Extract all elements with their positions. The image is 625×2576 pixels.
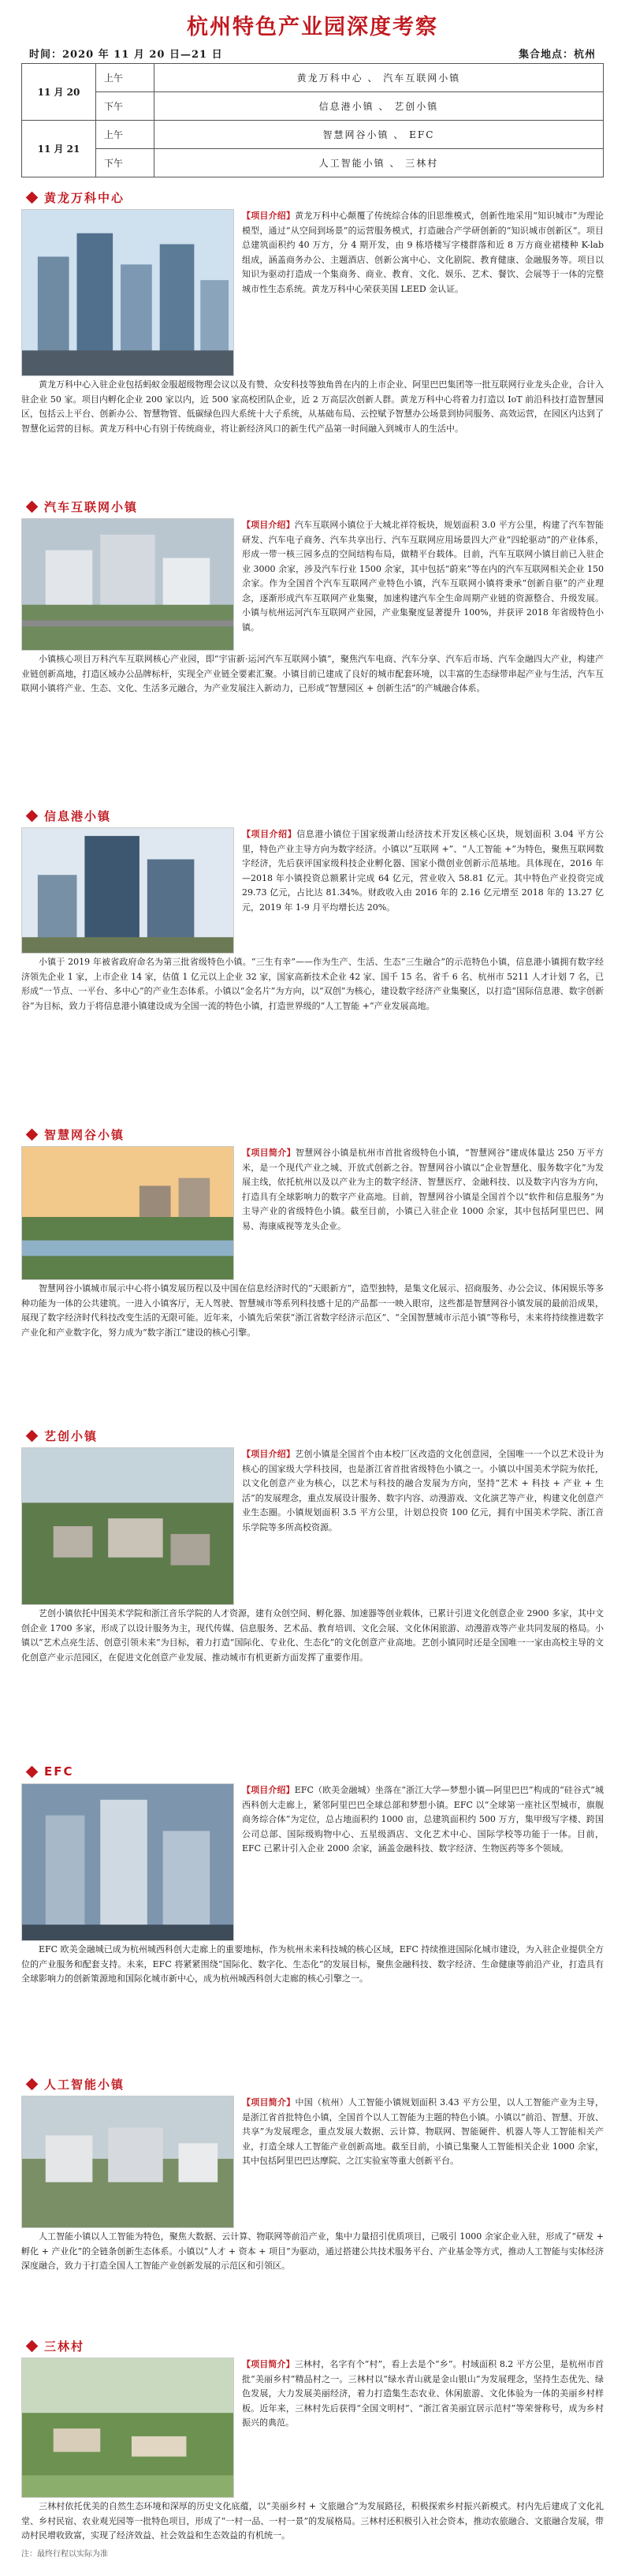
section-title: 汽车互联网小镇	[44, 499, 139, 514]
aerial-photo	[21, 2096, 234, 2228]
ai-campus-image	[22, 2096, 233, 2227]
section-paragraph: 智慧网谷小镇城市展示中心将小镇发展历程以及中国在信息经济时代的“天眼新方”，造型独特，是集文化展示、招商服务、办公会议、体闲娱乐等多种功能为一体的公共建筑。一进入小镇客厅，无人驾驶、智慧城市等系列科技感十足的产品都一一映入眼帘，这些都是智慧网谷小镇发展的最前沿成果，展现了数字经济时代科技改变生活的无限可能。近年来，小镇先后荣获“浙江省数字经济示范区”、“全国智慧城市示范小镇”等称号，未来将持续推进数字产业化和产业数字化，努力成为“数字浙江”建设的核心引擎。	[21, 1283, 604, 1338]
section-heading	[21, 185, 604, 209]
section-art-creative-town	[21, 1424, 604, 1760]
meta-row	[21, 41, 604, 63]
section-paragraph: 三林村依托优美的自然生态环境和深厚的历史文化底蕴，以“美丽乡村 + 文旅融合”为发展路径，积极探索乡村振兴新模式。村内先后建成了文化礼堂、乡村民宿、农业观光园等一批特色项目，形成了“一村一品、一村一景”的发展格局。三林村还积极引入社会资本，推动农旅融合、文旅融合发展，带动村民增收致富，实现了经济效益、社会效益和生态效益的有机统一。	[21, 2501, 604, 2541]
project-tag: 【项目介绍】	[242, 520, 295, 530]
section-title: EFC	[44, 1764, 74, 1779]
project-tag: 【项目介绍】	[242, 829, 297, 839]
section-row	[21, 2096, 604, 2228]
building-photo	[21, 1783, 234, 1941]
intro-text: 中国（杭州）人工智能小镇规划面积 3.43 平方公里，以人工智能产业为主导，是浙江省首批特色小镇，全国首个以人工智能为主题的特色小镇。小镇以“前沿、智慧、开放、共享”为发展理念，重点发展大数据、云计算、物联网、智能硬件、机器人等人工智能相关产业，打造全球人工智能产业创新高地。截至目前，小镇已集聚人工智能相关企业 1000 余家，其中包括阿里巴巴达摩院、之江实验室等重大创新平台。	[242, 2097, 605, 2166]
section-huanglong-vanke	[21, 185, 604, 495]
section-row	[21, 518, 604, 651]
financial-city-image	[22, 1784, 233, 1940]
project-tag: 【项目简介】	[242, 2359, 295, 2369]
section-sanlin-village	[21, 2334, 604, 2576]
diamond-bullet-icon	[26, 2339, 39, 2352]
schedule-slot: 上午	[96, 121, 154, 149]
section-intro	[242, 2096, 604, 2228]
park-sunset-image	[22, 1147, 233, 1279]
hillside-town-image	[22, 1448, 233, 1604]
section-paragraph: 小镇核心项目万科汽车互联网核心产业园，即“宇宙新·运河汽车互联网小镇”，聚焦汽车电商、汽车分享、汽车后市场、汽车金融四大产业，构建产业链创新高地，打造区域办公品牌标杆，实现全产业链全要素汇聚。小镇目前已建成了良好的城市配套环境，以丰富的生态绿带串起产业与生活，汽车互联网小镇将产业、生态、文化、生活多元融合，为产业发展注入新动力，已形成“智慧园区 + 创新生活”的产城融合体系。	[21, 654, 604, 693]
section-intro	[242, 1783, 604, 1941]
aerial-campus-image	[22, 519, 233, 650]
section-row	[21, 1783, 604, 1941]
section-intro	[242, 2358, 604, 2498]
section-row	[21, 827, 604, 954]
section-row	[21, 1146, 604, 1280]
schedule-item: 黄龙万科中心 、 汽车互联网小镇	[154, 64, 604, 92]
glass-tower-image	[22, 828, 233, 953]
schedule-slot: 下午	[96, 92, 154, 121]
building-photo	[21, 209, 234, 376]
diamond-bullet-icon	[26, 500, 39, 513]
diamond-bullet-icon	[26, 191, 39, 203]
project-tag: 【项目介绍】	[242, 1785, 295, 1795]
section-row	[21, 2358, 604, 2498]
intro-text: 汽车互联网小镇位于大城北祥符板块，规划面积 3.0 平方公里，构建了汽车智能研发、汽车电子商务、汽车共享出行、汽车互联网应用场景四大产业“四轮驱动”的产业体系，形成一带一核三园多点的空间结构布局，做精平台载体。目前，汽车互联网小镇目前已入驻企业 3000 余家，涉及汽车行业 1500 余家，其中包括“蔚来”等在内的汽车互联网相关企业 150 余家。作为全国首个汽车互联网产业特色小镇，汽车互联网小镇将秉承“创新自驱”的产业理念，逐渐形成汽车互联网产业集聚，加速构建汽车全生命周期产业链的资源整合、升级发展。小镇与杭州运河汽车互联网产业园，产业集聚度显著提升 100%，并获评 2018 年省级特色小镇。	[242, 520, 605, 633]
section-info-port-town	[21, 804, 604, 1122]
intro-text: 黄龙万科中心颠覆了传统综合体的旧思维模式，创新性地采用“知识城市”为理论模型，通过“从空间到场景”的运营服务模式，打造融合产学研创新的“知识城市创新区”。项目总建筑面积约 40 万方，分 4 期开发，由 9 栋塔楼写字楼群落和近 8 万方商业裙楼种 K-lab 组成，涵盖商务办公、主题酒店、创新公寓中心、文化剧院、教育健康、金融服务等。项目以知识为驱动打造成一个集商务、商业、教育、文化、娱乐、艺术、餐饮、会展等于一体的完整城市性生态系统。黄龙万科中心荣获美国 LEED 金认证。	[242, 211, 605, 294]
section-auto-internet-town	[21, 495, 604, 804]
office-towers-image	[22, 210, 233, 375]
page-title: 杭州特色产业园深度考察	[187, 15, 438, 39]
village-fields-image	[22, 2358, 233, 2497]
landscape-photo	[21, 1146, 234, 1280]
section-paragraph: 人工智能小镇以人工智能为特色，聚焦大数据、云计算、物联网等前沿产业，集中力量招引优质项目，已吸引 1000 余家企业入驻，形成了“研发 + 孵化 + 产业化”的全链条创新生态体系。小镇以“人才 + 资本 + 项目”为驱动，通过搭建公共技术服务平台、产业基金等方式，推动人工智能与实体经济深度融合，致力于打造全国人工智能产业创新发展的示范区和引领区。	[21, 2231, 604, 2271]
section-heading	[21, 495, 604, 518]
section-row	[21, 1447, 604, 1605]
section-title: 艺创小镇	[44, 1428, 99, 1443]
section-paragraph: EFC 欧美金融城已成为杭州城西科创大走廊上的重要地标，作为杭州未来科技城的核心区域，EFC 持续推进国际化城市建设，为入驻企业提供全方位的产业服务和配套支持。未来，EFC 将紧紧围绕“国际化、数字化、生态化”的发展目标，聚焦金融科技、数字经济、生命健康等前沿产业，打造具有全球影响力的创新策源地和国际化城市新中心，成为杭州城西科创大走廊的核心引擎之一。	[21, 1944, 604, 1984]
section-intro	[242, 518, 604, 651]
location-label: 集合地点：杭州	[518, 49, 596, 61]
section-paragraph: 小镇于 2019 年被省政府命名为第三批省级特色小镇。“三生有幸”——作为生产、生活、生态“三生融合”的示范特色小镇，信息港小镇拥有数字经济领先企业 1 家，上市企业 14 家，估值 1 亿元以上企业 32 家，国家高新技术企业 42 家、国千 15 名、省千 6 名、杭州市 5211 人才计划 7 名，已形成“一节点、一平台、多中心”的产业生态体系。小镇以“金名片”为方向，以“双创”为核心，建设数字经济产业集聚区，以打造“国际信息港、数字创新谷”为目标，致力于将信息港小镇建设成为全国一流的特色小镇，打造世界级的“人工智能 +”产业发展高地。	[21, 957, 604, 1011]
section-intro	[242, 209, 604, 376]
section-paragraph: 黄龙万科中心入驻企业包括蚂蚁金服超级物理会议以及有赞、众安科技等独角兽在内的上市企业、阿里巴巴集团等一批互联网行业龙头企业，合计入驻企业 50 家。项目内孵化企业 200 家以内，近 500 家高校团队企业，近 2 万高层次创新人群。黄龙万科中心将着力打造以 IoT 前沿科技打造智慧园区，包括云上平台、创新办公、智慧物管、低碳绿色四大系统十大子系统，从基础布局、云控赋予智慧办公场景到协同服务、高效运营，在园区内达到了智慧化运营的目标。黄龙万科中心有别于传统商业，将让新经济风口的新生代产品第一时间融入到城市人的生活中。	[21, 379, 604, 434]
section-paragraph: 艺创小镇依托中国美术学院和浙江音乐学院的人才资源，建有众创空间、孵化器、加速器等创业载体，已累计引进文化创意企业 2900 多家，其中文创企业 1700 多家，形成了以设计服务为主，现代传媒、信息服务、艺术品、教育培训、文化会展、文化休闲旅游、动漫游戏等产业共同发展的格局。小镇以“艺术点亮生活、创意引领未来”为目标，着力打造“国际化、专业化、生态化”的文化创意产业高地。艺创小镇同时还是全国唯一一家由高校主导的文化创意产业示范园区，在促进文化创意产业发展、推动城市有机更新方面发挥了重要作用。	[21, 1608, 604, 1663]
footer-note: 注：最终行程以实际为准	[21, 2549, 108, 2559]
section-title: 三林村	[44, 2339, 85, 2354]
intro-text: 信息港小镇位于国家级萧山经济技术开发区核心区块，规划面积 3.04 平方公里，特色产业主导方向为数字经济。小镇以“互联网 +”、“人工智能 +”为特色，聚焦互联网数字经济，先后获评国家级科技企业孵化器、国家小微创业创新示范基地。具体现在，2016 年—2018 年小镇投资总额累计完成 64 亿元，营业收入 58.81 亿元。其中特色产业投资完成 29.73 亿元，占比达 81.34%。财政收入由 2016 年的 2.16 亿元增至 2018 年的 13.27 亿元，2019 年 1-9 月平均增长达 20%。	[242, 829, 605, 913]
section-intro	[242, 827, 604, 954]
schedule-slot: 上午	[96, 64, 154, 92]
schedule-slot: 下午	[96, 149, 154, 177]
schedule-row	[22, 121, 604, 149]
project-tag: 【项目介绍】	[242, 211, 296, 221]
section-heading	[21, 2072, 604, 2096]
schedule-date: 11 月 21	[22, 121, 96, 177]
building-photo	[21, 827, 234, 954]
schedule-date: 11 月 20	[22, 64, 96, 121]
diamond-bullet-icon	[26, 1429, 39, 1442]
diamond-bullet-icon	[26, 1128, 39, 1141]
section-heading	[21, 2334, 604, 2358]
schedule-item: 信息港小镇 、 艺创小镇	[154, 92, 604, 121]
intro-text: 三林村，名字有个“村”，看上去是个“乡”。村域面积 8.2 平方公里，是杭州市首批“美丽乡村”精品村之一。三林村以“绿水青山就是金山银山”为发展理念，坚持生态优先、绿色发展，大力发展美丽经济，着力打造集生态农业、休闲旅游、文化体验为一体的美丽乡村样板。近年来，三林村先后获得“全国文明村”、“浙江省美丽宜居示范村”等荣誉称号，成为乡村振兴的典范。	[242, 2359, 604, 2428]
intro-text: 艺创小镇是全国首个由本校厂区改造的文化创意园，全国唯一一个以艺术设计为核心的国家级大学科技园，也是浙江省首批省级特色小镇之一。小镇以中国美术学院为依托，以文化创意产业为核心，以艺术与科技的融合发展为方向，坚持“艺术 + 科技 + 产业 + 生活”的发展理念，重点发展设计服务、数字内容、动漫游戏、文化演艺等产业，构建文化创意产业生态圈。小镇规划面积 3.5 平方公里，计划总投资 100 亿元，拥有中国美术学院、浙江音乐学院等多所高校资源。	[242, 1449, 605, 1533]
section-intro	[242, 1447, 604, 1605]
schedule-table	[21, 63, 604, 177]
aerial-photo	[21, 518, 234, 651]
section-heading	[21, 1424, 604, 1447]
diamond-bullet-icon	[26, 1765, 39, 1778]
schedule-item: 人工智能小镇 、 三林村	[154, 149, 604, 177]
schedule-row	[22, 92, 604, 121]
section-ai-town	[21, 2072, 604, 2334]
schedule-row	[22, 149, 604, 177]
section-row	[21, 209, 604, 376]
section-efc	[21, 1760, 604, 2072]
project-tag: 【项目简介】	[242, 2097, 296, 2107]
section-title: 黄龙万科中心	[44, 190, 125, 205]
village-photo	[21, 2358, 234, 2498]
section-title: 智慧网谷小镇	[44, 1127, 125, 1142]
section-title: 信息港小镇	[44, 808, 112, 823]
diamond-bullet-icon	[26, 2078, 39, 2090]
section-intro	[242, 1146, 604, 1280]
section-title: 人工智能小镇	[44, 2077, 125, 2092]
section-smart-valley-town	[21, 1122, 604, 1424]
intro-text: 智慧网谷小镇是杭州市首批省级特色小镇，“智慧网谷”建成体量达 250 万平方米，是一个现代产业之城、开放式创新之谷。智慧网谷小镇以“企业智慧化、服务数字化”为发展主线，依托杭州以及以产业为主的数字经济、智慧医疗、金融科技、以及数字内容为方向，打造具有全球影响力的数字产业高地。目前，智慧网谷小镇是全国首个以“软件和信息服务”为主导产业的省级特色小镇。截至目前，小镇已入驻企业 1000 余家，其中包括阿里巴巴、网易、海康威视等龙头企业。	[242, 1148, 605, 1231]
project-tag: 【项目介绍】	[242, 1449, 296, 1459]
intro-text: EFC（欧美金融城）坐落在“浙江大学—梦想小镇—阿里巴巴”构成的“硅谷式”城西科创大走廊上，紧邻阿里巴巴全球总部和梦想小镇。EFC 以“全球第一座社区型城市，旗舰商务综合体”为定位，总占地面积约 1000 亩，总建筑面积约 500 万方，集甲级写字楼、跨国公司总部、国际级购物中心、五星级酒店、文化艺术中心、国际学校等功能于一体。目前，EFC 已累计引入企业 2000 余家，涵盖金融科技、数字经济、生物医药等多个领域。	[242, 1785, 604, 1854]
time-label: 时间：2020 年 11 月 20 日—21 日	[29, 49, 223, 61]
schedule-row	[22, 64, 604, 92]
section-heading	[21, 1760, 604, 1783]
section-heading	[21, 1122, 604, 1146]
section-heading	[21, 804, 604, 827]
project-tag: 【项目简介】	[242, 1148, 296, 1158]
diamond-bullet-icon	[26, 809, 39, 822]
schedule-item: 智慧网谷小镇 、 EFC	[154, 121, 604, 149]
aerial-photo	[21, 1447, 234, 1605]
